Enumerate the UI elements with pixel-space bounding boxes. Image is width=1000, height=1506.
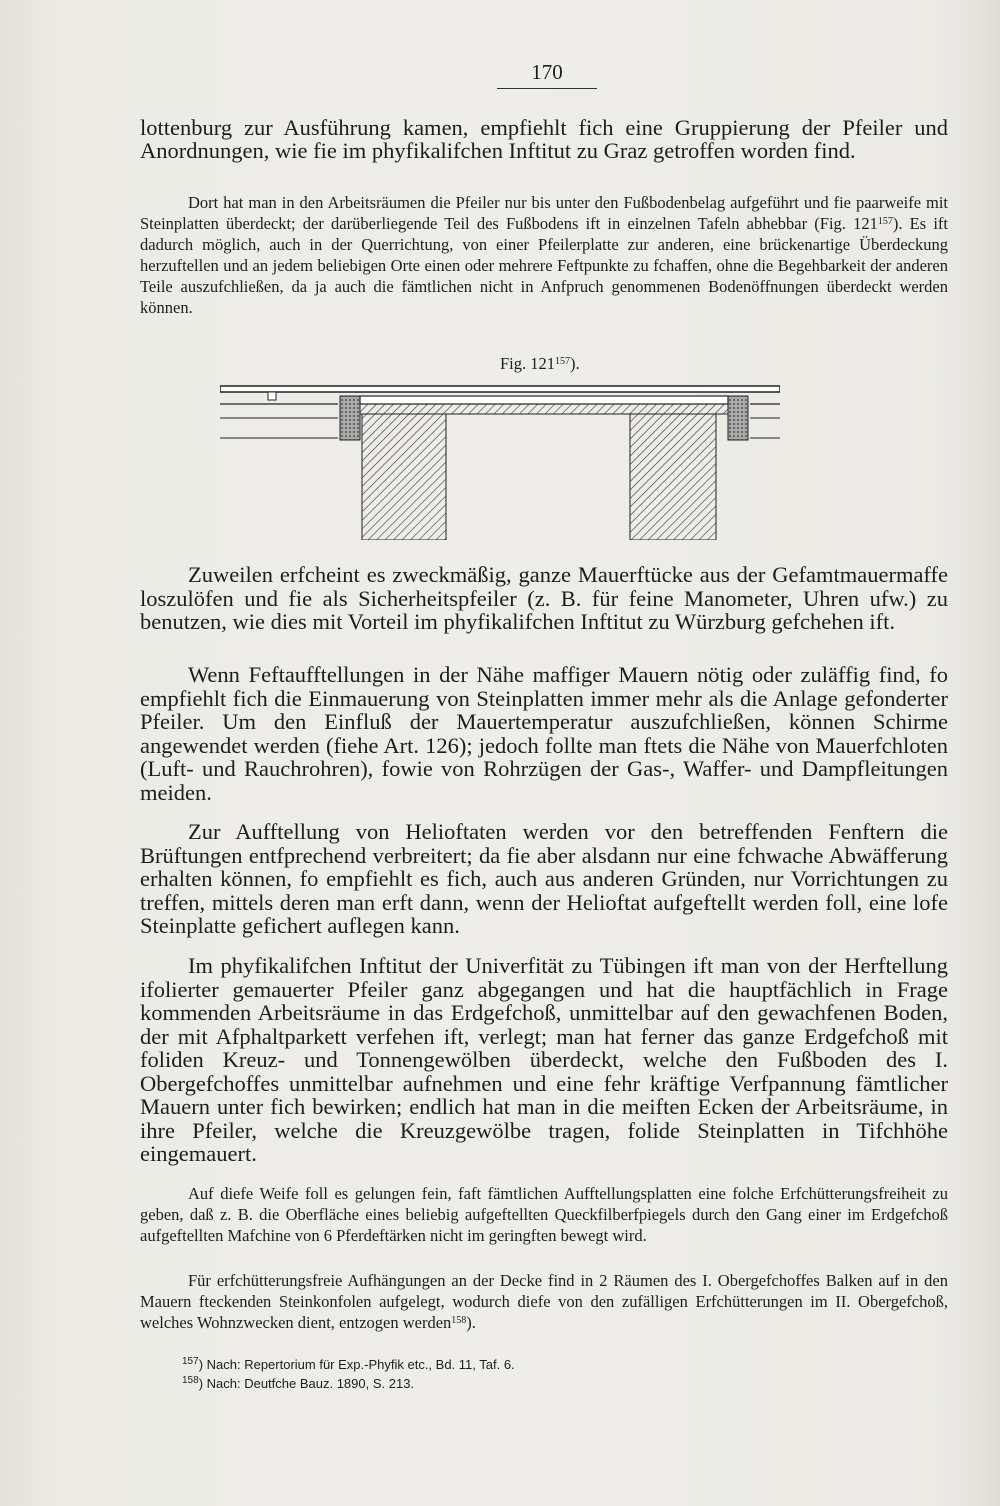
figure-caption-ref: 157 [555, 356, 571, 367]
page-number-rule [497, 88, 597, 89]
beam-left [340, 396, 360, 440]
floor-board [220, 386, 780, 392]
footnote-158-text: ) Nach: Deutfche Bauz. 1890, S. 213. [198, 1376, 415, 1391]
stone-slab [360, 404, 728, 414]
paragraph-8-text-b: ). [466, 1313, 476, 1332]
paragraph-2 [140, 192, 948, 318]
paragraph-8-text-a: Für erfchütterungsfreie Aufhängungen an der Decke find in 2 Räumen des I. Obergefchoffes Balken auf in den Mauern fteckenden Steinkonfolen aufgelegt, wodurch diefe von den zufälligen Erfchütterungen im II. Obergefchoß, welches Wohnzwecken dient, entzogen werden [140, 1271, 948, 1332]
paragraph-2-text-b: ). Es ift dadurch möglich, auch in der Querrichtung, von einer Pfeilerplatte zur anderen, eine brückenartige Überdeckung herzuftellen und an jedem beliebigen Orte einen oder mehrere Feftpunkte zu fchaffen, ohne die Begehbarkeit der anderen Teile auszufchließen, da ja auch die fämtlichen nicht in Anfpruch genommenen Bodenöffnungen überdeckt werden können. [140, 214, 948, 317]
paragraph-5: Zur Aufftellung von Helioftaten werden vor den betreffenden Fenftern die Brüftungen entfprechend verbreitert; da fie aber alsdann nur eine fchwache Abwäfferung erhalten können, fo empfiehlt es fich, auch aus anderen Gründen, nur Vorrichtungen zu treffen, mittels deren man erft dann, wenn der Helioftat aufgeftellt werden foll, eine lofe Steinplatte gefichert auflegen kann. [140, 819, 948, 938]
paragraph-3: Zuweilen erfcheint es zweckmäßig, ganze Mauerftücke aus der Gefamtmauermaffe loszulöfen und fie als Sicherheitspfeiler (z. B. für feine Manometer, Uhren ufw.) zu benutzen, wie dies mit Vorteil im phyfikalifchen Inftitut zu Würzburg gefchehen ift. [140, 562, 948, 634]
footnote-157-text: ) Nach: Repertorium für Exp.-Phyfik etc., Bd. 11, Taf. 6. [198, 1357, 515, 1372]
footnote-158-mark: 158 [182, 1375, 199, 1386]
footnote-ref-157: 157 [877, 216, 893, 227]
footnote-ref-158: 158 [451, 1315, 467, 1326]
pier-left [362, 414, 446, 540]
paragraph-8 [140, 1270, 948, 1333]
footnote-157-mark: 157 [182, 1356, 199, 1367]
paragraph-6: Im phyfikalifchen Inftitut der Univerfität zu Tübingen ift man von der Herftellung ifolierter gemauerter Pfeiler ganz abgegangen und hat die hauptfächlich in Frage kommenden Arbeitsräume in das Erdgefchoß, unmittelbar auf den gewachfenen Boden, der mit Afphaltparkett verfehen ift, verlegt; man hat ferner das ganze Erdgefchoß mit foliden Kreuz- und Tonnengewölben überdeckt, welche den Fußboden des I. Obergefchoffes unmittelbar aufnehmen und eine fehr kräftige Verfpannung fämtlicher Mauern unter fich bewirken; endlich hat man in die meiften Ecken der Arbeitsräume, in ihre Pfeiler, welche die Kreuzgewölbe tragen, folide Steinplatten in Tifchhöhe eingemauert. [140, 953, 948, 1166]
beam-right [728, 396, 748, 440]
paragraph-2-text-a: Dort hat man in den Arbeitsräumen die Pfeiler nur bis unter den Fußbodenbelag aufgeführt und fie paarweife mit Steinplatten überdeckt; der darüberliegende Teil des Fußbodens ift in einzelnen Tafeln abhebbar (Fig. 121 [140, 193, 948, 233]
figure-caption [500, 354, 700, 374]
figure-caption-text: Fig. 121 [500, 354, 556, 373]
footnote-157 [182, 1357, 515, 1373]
stone-slab-top [360, 396, 728, 404]
figure-pier-section [220, 382, 780, 540]
joist-left [268, 392, 276, 400]
paragraph-4: Wenn Feftaufftellungen in der Nähe maffiger Mauern nötig oder zuläffig find, fo empfiehlt fich die Einmauerung von Steinplatten immer mehr als die Anlage gefonderter Pfeiler. Um den Einfluß der Mauertemperatur auszufchließen, können Schirme angewendet werden (fiehe Art. 126); jedoch follte man ftets die Nähe von Mauerfchloten (Luft- und Rauchrohren), fowie von Rohrzügen der Gas-, Waffer- und Dampfleitungen meiden. [140, 662, 948, 805]
pier-right [630, 414, 716, 540]
footnote-158 [182, 1376, 414, 1392]
figure-caption-end: ). [570, 354, 580, 373]
page-number: 170 [531, 60, 563, 84]
paragraph-7: Auf diefe Weife foll es gelungen fein, faft fämtlichen Aufftellungsplatten eine folche Erfchütterungsfreiheit zu geben, daß z. B. die Oberfläche eines beliebig aufgeftellten Queckfilberfpiegels durch den Gang einer im Erdgefchoß aufgeftellten Mafchine von 6 Pferdeftärken nicht im geringften bewegt wird. [140, 1184, 948, 1245]
paragraph-1: lottenburg zur Ausführung kamen, empfiehlt fich eine Gruppierung der Pfeiler und Anordnungen, wie fie im phyfikalifchen Inftitut zu Graz getroffen worden find. [140, 115, 948, 163]
